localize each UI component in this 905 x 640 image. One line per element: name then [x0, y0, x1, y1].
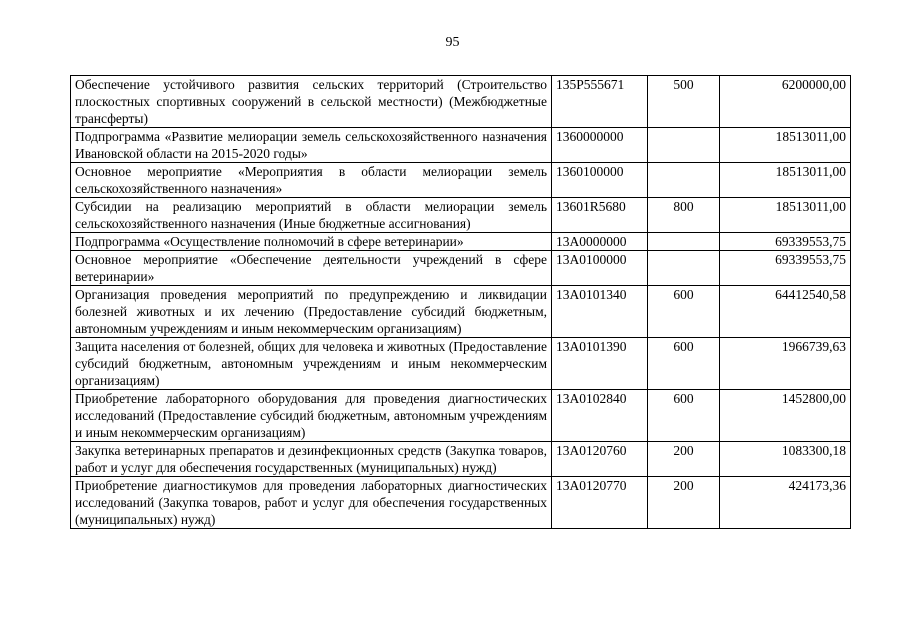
row-name-cell: Организация проведения мероприятий по предупреждению и ликвидации болезней животных и их лечению (Предоставление субсидий бюджетным, автономным учреждениям и иным некоммерческим организациям)	[71, 286, 552, 338]
row-code-cell: 1360000000	[552, 128, 648, 163]
table-row	[71, 76, 851, 128]
row-type-cell	[648, 128, 720, 163]
table-row	[71, 390, 851, 442]
row-name-cell: Подпрограмма «Осуществление полномочий в сфере ветеринарии»	[71, 233, 552, 251]
row-sum-cell: 6200000,00	[720, 76, 851, 128]
row-sum-cell: 64412540,58	[720, 286, 851, 338]
row-type-cell: 600	[648, 286, 720, 338]
row-name-cell: Обеспечение устойчивого развития сельских территорий (Строительство плоскостных спортивных сооружений в сельской местности) (Межбюджетные трансферты)	[71, 76, 552, 128]
table-row	[71, 442, 851, 477]
row-type-cell: 200	[648, 477, 720, 529]
row-type-cell: 600	[648, 390, 720, 442]
row-code-cell: 13А0000000	[552, 233, 648, 251]
row-code-cell: 13А0101340	[552, 286, 648, 338]
table-row	[71, 233, 851, 251]
row-code-cell: 13А0101390	[552, 338, 648, 390]
row-type-cell	[648, 233, 720, 251]
table-row	[71, 128, 851, 163]
row-type-cell: 600	[648, 338, 720, 390]
row-code-cell: 13601R5680	[552, 198, 648, 233]
row-sum-cell: 1083300,18	[720, 442, 851, 477]
row-code-cell: 13А0102840	[552, 390, 648, 442]
row-sum-cell: 18513011,00	[720, 128, 851, 163]
row-sum-cell: 18513011,00	[720, 198, 851, 233]
row-code-cell: 13А0120760	[552, 442, 648, 477]
row-type-cell: 500	[648, 76, 720, 128]
row-sum-cell: 69339553,75	[720, 251, 851, 286]
row-type-cell: 800	[648, 198, 720, 233]
row-code-cell: 13А0100000	[552, 251, 648, 286]
page-number: 95	[445, 35, 460, 50]
row-code-cell: 1360100000	[552, 163, 648, 198]
table-row	[71, 163, 851, 198]
table-row	[71, 198, 851, 233]
row-name-cell: Приобретение диагностикумов для проведения лабораторных диагностических исследований (Закупка товаров, работ и услуг для обеспечения государственных (муниципальных) нужд)	[71, 477, 552, 529]
row-name-cell: Защита населения от болезней, общих для человека и животных (Предоставление субсидий бюджетным, автономным учреждениям и иным некоммерческим организациям)	[71, 338, 552, 390]
row-sum-cell: 18513011,00	[720, 163, 851, 198]
row-name-cell: Основное мероприятие «Мероприятия в области мелиорации земель сельскохозяйственного назначения»	[71, 163, 552, 198]
row-name-cell: Приобретение лабораторного оборудования для проведения диагностических исследований (Предоставление субсидий бюджетным, автономным учреждениям и иным некоммерческим организациям)	[71, 390, 552, 442]
row-sum-cell: 424173,36	[720, 477, 851, 529]
table-row	[71, 477, 851, 529]
row-sum-cell: 1966739,63	[720, 338, 851, 390]
row-code-cell: 13А0120770	[552, 477, 648, 529]
row-name-cell: Закупка ветеринарных препаратов и дезинфекционных средств (Закупка товаров, работ и услуг для обеспечения государственных (муниципальных) нужд)	[71, 442, 552, 477]
table-row	[71, 338, 851, 390]
table-row	[71, 286, 851, 338]
row-sum-cell: 1452800,00	[720, 390, 851, 442]
row-sum-cell: 69339553,75	[720, 233, 851, 251]
budget-table	[70, 75, 851, 529]
row-code-cell: 135P555671	[552, 76, 648, 128]
row-name-cell: Подпрограмма «Развитие мелиорации земель сельскохозяйственного назначения Ивановской области на 2015-2020 годы»	[71, 128, 552, 163]
row-type-cell	[648, 251, 720, 286]
row-name-cell: Субсидии на реализацию мероприятий в области мелиорации земель сельскохозяйственного назначения (Иные бюджетные ассигнования)	[71, 198, 552, 233]
row-type-cell	[648, 163, 720, 198]
row-type-cell: 200	[648, 442, 720, 477]
table-row	[71, 251, 851, 286]
row-name-cell: Основное мероприятие «Обеспечение деятельности учреждений в сфере ветеринарии»	[71, 251, 552, 286]
